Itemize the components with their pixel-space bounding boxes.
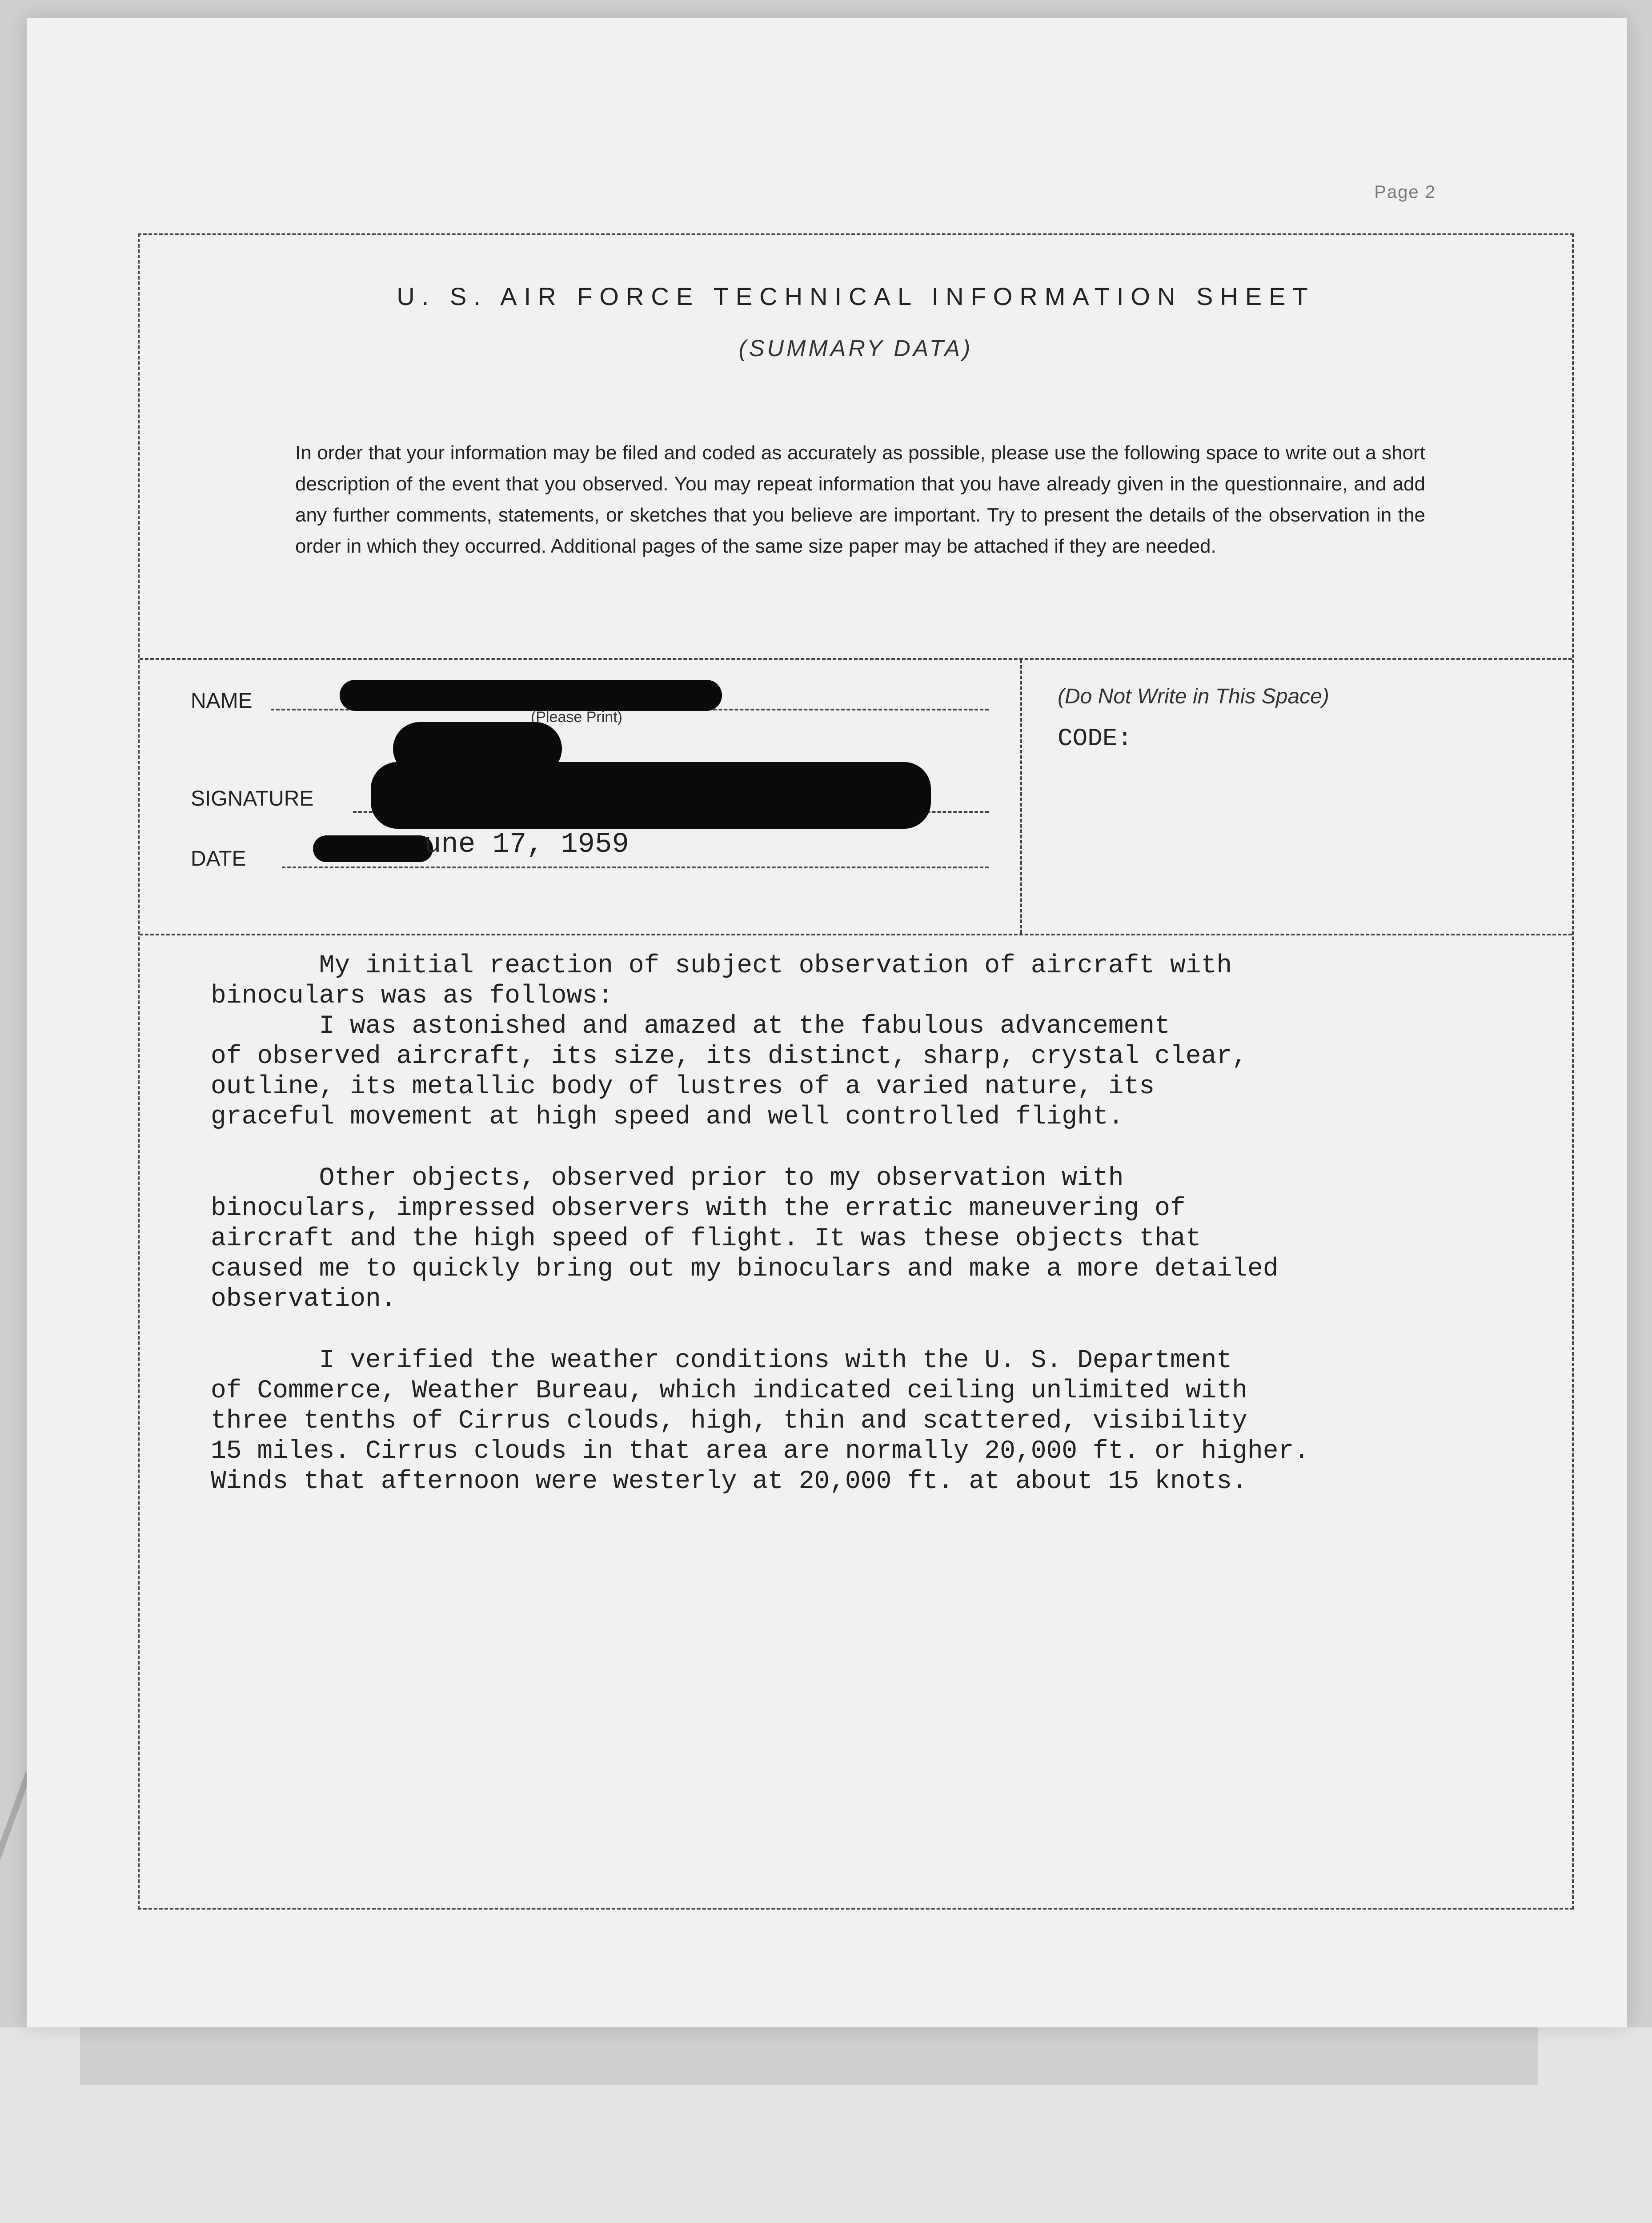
name-label: NAME [191, 689, 253, 713]
signature-label: SIGNATURE [191, 787, 314, 811]
date-label: DATE [191, 847, 246, 871]
name-redaction [340, 680, 722, 711]
date-value: une 17, 1959 [424, 829, 629, 861]
office-use-box [1022, 660, 1572, 934]
narrative-paragraph: I verified the weather conditions with the U. S. Department of Commerce, Weather Bureau, which indicated ceiling unlimited with three tenths of Cirrus clouds, high, thin and scattered, visibility 15 miles. Cirrus clouds in that area are normally 20,000 ft. or higher. Winds that afternoon were westerly at 20,000 ft. at about 15 knots. [211, 1346, 1310, 1496]
paper-shadow [80, 2027, 1538, 2085]
document-page [27, 18, 1627, 2027]
respondent-fields [140, 660, 1022, 934]
name-print-hint: (Please Print) [531, 709, 622, 726]
date-redaction [313, 835, 433, 862]
information-sheet-form [138, 233, 1574, 1910]
narrative-paragraph: Other objects, observed prior to my observation with binoculars, impressed observers with the erratic maneuvering of aircraft and the high speed of flight. It was these objects that caused me to quickly bring out my binoculars and make a more detailed observation. [211, 1164, 1279, 1314]
date-line [282, 867, 989, 868]
signature-redaction-2 [371, 762, 931, 829]
page-number: Page 2 [1374, 182, 1436, 202]
office-use-note: (Do Not Write in This Space) [1058, 685, 1329, 708]
form-subtitle: (SUMMARY DATA) [738, 336, 973, 361]
narrative-paragraph: My initial reaction of subject observation of aircraft with binoculars was as follows: I was astonished and amazed at the fabulous advancement of observed aircraft, its size, its distinct, sharp, crystal clear, outline, its metallic body of lustres of a varied nature, its graceful movement at high speed and well controlled flight. [211, 951, 1247, 1132]
observation-narrative [211, 951, 1544, 1528]
code-label: CODE: [1058, 724, 1133, 753]
form-instructions: In order that your information may be filed and coded as accurately as possible, please use the following space to write out a short description of the event that you observed. You may repeat information that you have already given in the questionnaire, and add any further comments, statements, or sketches that you believe are important. Try to present the details of the observation in the order in which they occurred. Additional pages of the same size paper may be attached if they are needed. [295, 442, 1425, 557]
form-title: U. S. AIR FORCE TECHNICAL INFORMATION SHEET [397, 282, 1315, 310]
identification-section [140, 660, 1572, 935]
form-header [140, 235, 1572, 660]
